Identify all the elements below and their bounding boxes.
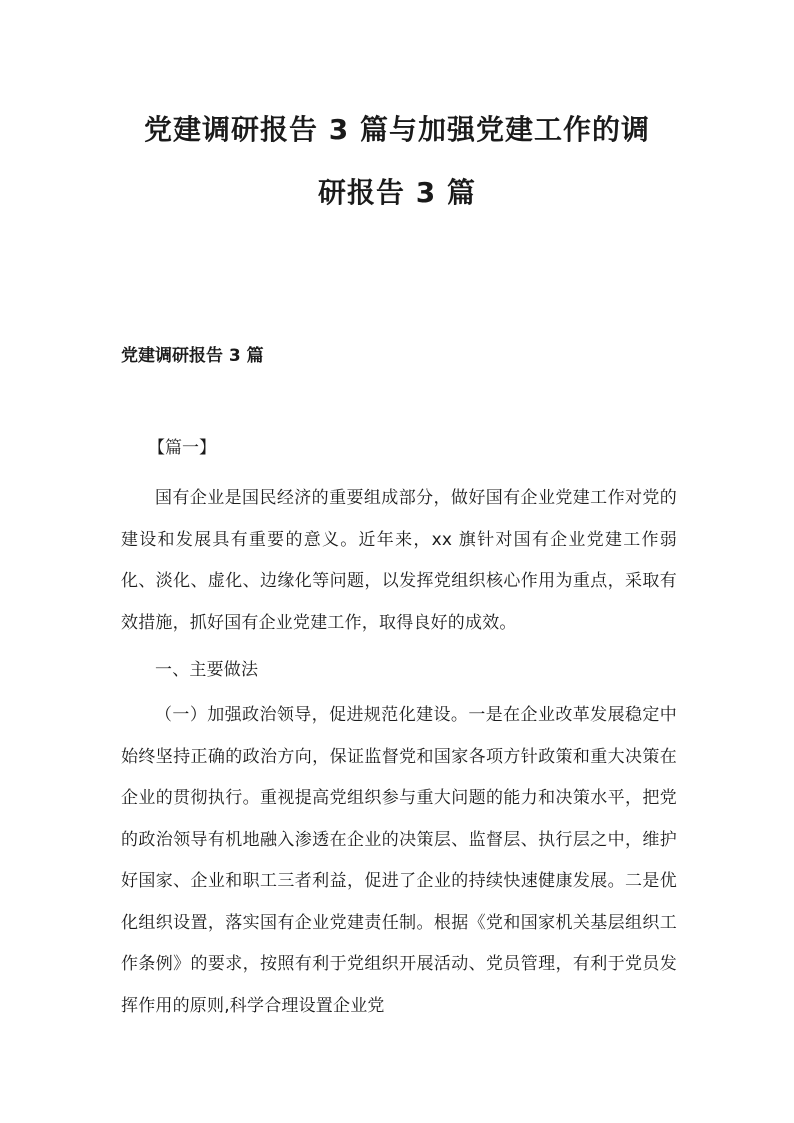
body-paragraph-2: （一）加强政治领导，促进规范化建设。一是在企业改革发展稳定中始终坚持正确的政治方向，保证监督党和国家各项方针政策和重大决策在企业的贯彻执行。重视提高党组织参与重大问题的能力和决策水平，把党的政治领导有机地融入渗透在企业的决策层、监督层、执行层之中，维护好国家、企业和职工三者利益，促进了企业的持续快速健康发展。二是优化组织设置，落实国有企业党建责任制。根据《党和国家机关基层组织工作条例》的要求，按照有利于党组织开展活动、党员管理，有利于党员发挥作用的原则,科学合理设置企业党 (121, 705, 677, 1016)
part-label: 【篇一】 (148, 438, 216, 458)
section-heading: 党建调研报告 3 篇 (121, 346, 264, 366)
subheading-main-practices: 一、主要做法 (155, 660, 259, 680)
document-title-line-2: 研报告 3 篇 (318, 176, 476, 209)
document-title-line-1: 党建调研报告 3 篇与加强党建工作的调 (144, 113, 650, 146)
body-paragraph-1: 国有企业是国民经济的重要组成部分，做好国有企业党建工作对党的建设和发展具有重要的意义。近年来，xx 旗针对国有企业党建工作弱化、淡化、虚化、边缘化等问题，以发挥党组织核心作用为重点，采取有效措施，抓好国有企业党建工作，取得良好的成效。 (121, 488, 677, 633)
